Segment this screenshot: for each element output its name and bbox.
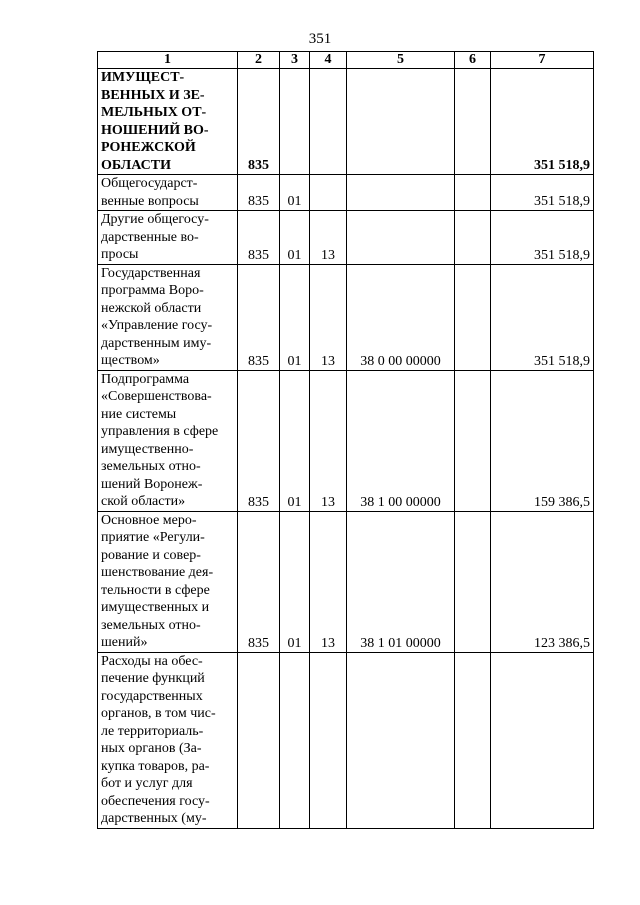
section-code-text: 01 xyxy=(287,353,302,369)
row-name-cell xyxy=(98,652,238,828)
table-row xyxy=(98,370,594,511)
subsection-code-cell xyxy=(310,175,347,211)
section-code-cell xyxy=(280,370,310,511)
row-name-cell xyxy=(98,175,238,211)
column-header: 7 xyxy=(491,52,594,69)
row-name-text: Государственная программа Воро- нежской области «Управление госу- дарственным иму- ществом» xyxy=(101,265,213,368)
amount-text: 351 518,9 xyxy=(534,194,590,209)
target-article-cell xyxy=(347,211,455,265)
subsection-code-cell xyxy=(310,511,347,652)
row-name-text: Основное меро- приятие «Регули- рование и совер- шенствование дея- тельности в сфере имущественных и земельных отно- шений» xyxy=(101,512,214,650)
ministry-code-text: 835 xyxy=(248,158,269,173)
amount-cell xyxy=(491,511,594,652)
expense-type-cell xyxy=(455,511,491,652)
amount-text: 123 386,5 xyxy=(534,635,590,651)
ministry-code-cell xyxy=(238,652,280,828)
expense-type-cell xyxy=(455,652,491,828)
section-code-cell xyxy=(280,511,310,652)
subsection-code-cell xyxy=(310,264,347,370)
page-number: 351 xyxy=(308,31,332,47)
ministry-code-text: 835 xyxy=(248,247,269,263)
column-header: 3 xyxy=(280,52,310,69)
target-article-cell xyxy=(347,264,455,370)
subsection-code-text: 13 xyxy=(321,247,335,263)
ministry-code-text: 835 xyxy=(248,635,269,651)
row-name-cell xyxy=(98,69,238,175)
section-code-text: 01 xyxy=(287,247,302,263)
ministry-code-cell xyxy=(238,511,280,652)
amount-cell xyxy=(491,211,594,265)
expense-type-cell xyxy=(455,264,491,370)
section-code-text: 01 xyxy=(287,635,302,651)
row-name-text: Другие общегосу- дарственные во- просы xyxy=(101,212,209,262)
amount-text: 351 518,9 xyxy=(534,247,590,263)
expense-type-cell xyxy=(455,175,491,211)
subsection-code-cell xyxy=(310,69,347,175)
subsection-code-text: 13 xyxy=(321,494,335,510)
amount-cell xyxy=(491,175,594,211)
amount-text: 159 386,5 xyxy=(534,494,590,510)
table-row xyxy=(98,264,594,370)
target-article-text: 38 1 00 00000 xyxy=(360,494,441,510)
subsection-code-cell xyxy=(310,211,347,265)
section-code-cell xyxy=(280,69,310,175)
section-code-text: 01 xyxy=(287,194,302,209)
table-row xyxy=(98,69,594,175)
budget-table xyxy=(97,51,594,829)
row-name-text: Расходы на обес- печение функций государственных органов, в том чис- ле территориаль- ных органов (За- купка товаров, ра- бот и услуг для обеспечения госу- дарственных (му- xyxy=(101,653,216,826)
target-article-text: 38 1 01 00000 xyxy=(360,635,441,651)
table-row xyxy=(98,652,594,828)
target-article-cell xyxy=(347,370,455,511)
target-article-cell xyxy=(347,175,455,211)
section-code-cell xyxy=(280,211,310,265)
amount-text: 351 518,9 xyxy=(534,353,590,369)
target-article-cell xyxy=(347,511,455,652)
table-row xyxy=(98,175,594,211)
subsection-code-cell xyxy=(310,370,347,511)
ministry-code-text: 835 xyxy=(248,194,269,209)
subsection-code-text: 13 xyxy=(321,635,335,651)
column-header: 4 xyxy=(310,52,347,69)
expense-type-cell xyxy=(455,370,491,511)
expense-type-cell xyxy=(455,211,491,265)
column-header: 2 xyxy=(238,52,280,69)
row-name-text: Общегосударст- венные вопросы xyxy=(101,176,199,209)
section-code-text: 01 xyxy=(287,494,302,510)
target-article-cell xyxy=(347,652,455,828)
ministry-code-cell xyxy=(238,69,280,175)
row-name-text: Подпрограмма «Совершенствова- ние системы управления в сфере имущественно- земельных отно- шений Воронеж- ской области» xyxy=(101,371,219,509)
target-article-cell xyxy=(347,69,455,175)
subsection-code-text: 13 xyxy=(321,353,335,369)
table-header-row xyxy=(98,52,594,69)
ministry-code-cell xyxy=(238,264,280,370)
row-name-cell xyxy=(98,511,238,652)
subsection-code-cell xyxy=(310,652,347,828)
ministry-code-text: 835 xyxy=(248,353,269,369)
ministry-code-cell xyxy=(238,211,280,265)
column-header: 1 xyxy=(98,52,238,69)
table-row xyxy=(98,211,594,265)
section-code-cell xyxy=(280,175,310,211)
expense-type-cell xyxy=(455,69,491,175)
section-code-cell xyxy=(280,264,310,370)
amount-cell xyxy=(491,264,594,370)
row-name-text: ИМУЩЕСТ- ВЕННЫХ И ЗЕ- МЕЛЬНЫХ ОТ- НОШЕНИЙ ВО- РОНЕЖСКОЙ ОБЛАСТИ xyxy=(101,70,209,173)
column-header: 5 xyxy=(347,52,455,69)
amount-cell xyxy=(491,370,594,511)
section-code-cell xyxy=(280,652,310,828)
column-header: 6 xyxy=(455,52,491,69)
ministry-code-cell xyxy=(238,175,280,211)
ministry-code-cell xyxy=(238,370,280,511)
target-article-text: 38 0 00 00000 xyxy=(360,353,441,369)
amount-text: 351 518,9 xyxy=(534,158,590,173)
amount-cell xyxy=(491,69,594,175)
row-name-cell xyxy=(98,211,238,265)
row-name-cell xyxy=(98,370,238,511)
amount-cell xyxy=(491,652,594,828)
row-name-cell xyxy=(98,264,238,370)
ministry-code-text: 835 xyxy=(248,494,269,510)
table-row xyxy=(98,511,594,652)
